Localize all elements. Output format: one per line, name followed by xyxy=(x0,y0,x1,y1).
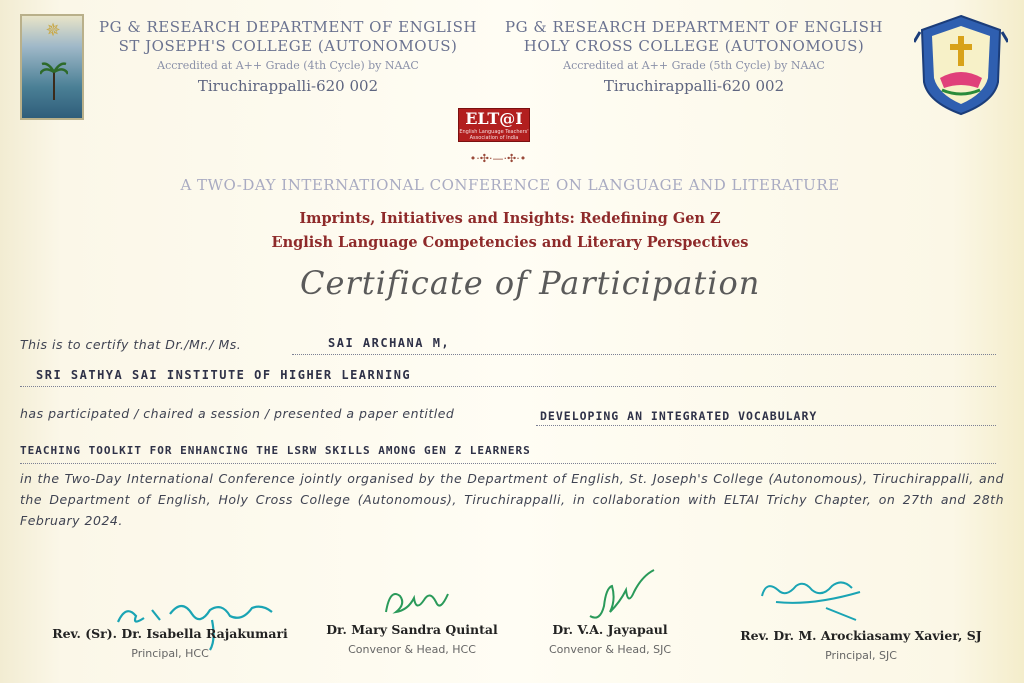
eltai-subtitle: English Language Teachers' Association of India xyxy=(459,129,529,141)
certify-prefix: This is to certify that Dr./Mr./ Ms. xyxy=(20,337,242,352)
left-city: Tiruchirappalli-620 002 xyxy=(197,77,379,95)
holy-cross-crest-logo xyxy=(914,12,1008,118)
left-department: PG & RESEARCH DEPARTMENT OF ENGLISH xyxy=(99,18,477,36)
eltai-logo xyxy=(458,108,530,142)
institution-dotted-line xyxy=(20,386,996,387)
signatory-1 xyxy=(40,626,300,660)
participant-name: SAI ARCHANA M, xyxy=(328,336,451,350)
right-accreditation: Accredited at A++ Grade (5th Cycle) by NAAC xyxy=(563,59,825,72)
right-department: PG & RESEARCH DEPARTMENT OF ENGLISH xyxy=(505,18,883,36)
right-college-name: HOLY CROSS COLLEGE (AUTONOMOUS) xyxy=(523,37,865,55)
signatory-3-role: Convenor & Head, SJC xyxy=(548,643,672,656)
certificate-closing-text: in the Two-Day International Conference jointly organised by the Department of English, St. Joseph's College (Autonomous), Tiruchirappalli, and the Department of English, Holy Cross College (Autonomous), Tiruchirappalli, in collaboration with ELTAI Trichy Chapter, on 27th and 28th February 2024. xyxy=(20,471,1004,528)
certificate-title: Certificate of Participation xyxy=(300,264,761,302)
signatory-3-name: Dr. V.A. Jayapaul xyxy=(552,622,668,637)
paper-title-line2: TEACHING TOOLKIT FOR ENHANCING THE LSRW SKILLS AMONG GEN Z LEARNERS xyxy=(20,444,531,457)
holy-cross-college-block xyxy=(488,18,900,95)
participant-institution: SRI SATHYA SAI INSTITUTE OF HIGHER LEARNING xyxy=(36,368,412,382)
signatory-4-name: Rev. Dr. M. Arockiasamy Xavier, SJ xyxy=(740,628,982,643)
left-college-name: ST JOSEPH'S COLLEGE (AUTONOMOUS) xyxy=(118,37,458,55)
signature-arockiasamy-xavier xyxy=(756,572,866,622)
right-city: Tiruchirappalli-620 002 xyxy=(603,77,785,95)
left-accreditation: Accredited at A++ Grade (4th Cycle) by NAAC xyxy=(157,59,419,72)
conference-theme-line2: English Language Competencies and Literary Perspectives xyxy=(271,234,749,251)
conference-theme-line1: Imprints, Initiatives and Insights: Redefining Gen Z xyxy=(299,210,721,227)
name-dotted-line xyxy=(292,354,996,355)
paper-title-line1: DEVELOPING AN INTEGRATED VOCABULARY xyxy=(540,409,818,423)
st-josephs-college-block xyxy=(92,18,484,95)
st-josephs-crest-logo xyxy=(20,14,84,120)
signature-va-jayapaul xyxy=(580,566,660,626)
conference-title: A TWO-DAY INTERNATIONAL CONFERENCE ON LANGUAGE AND LITERATURE xyxy=(180,176,840,194)
signatory-1-role: Principal, HCC xyxy=(131,647,209,660)
signatory-3 xyxy=(520,622,700,656)
ihs-emblem-icon: ✵ xyxy=(45,20,61,41)
signatory-1-name: Rev. (Sr). Dr. Isabella Rajakumari xyxy=(52,626,288,641)
paper-title-dotted-line-2 xyxy=(20,463,996,464)
signatory-4-role: Principal, SJC xyxy=(825,649,897,662)
eltai-mark: ELT@I xyxy=(465,109,523,128)
paper-title-dotted-line-1 xyxy=(536,425,996,426)
palm-tree-icon xyxy=(40,60,68,100)
participated-prefix: has participated / chaired a session / presented a paper entitled xyxy=(20,406,455,421)
signatory-2 xyxy=(312,622,512,656)
ornament-divider-icon: •·✣·—·✣·• xyxy=(469,152,527,165)
signature-mary-sandra-quintal xyxy=(378,582,458,622)
signatory-4 xyxy=(716,628,1006,662)
signatory-2-role: Convenor & Head, HCC xyxy=(348,643,476,656)
signatory-2-name: Dr. Mary Sandra Quintal xyxy=(326,622,498,637)
